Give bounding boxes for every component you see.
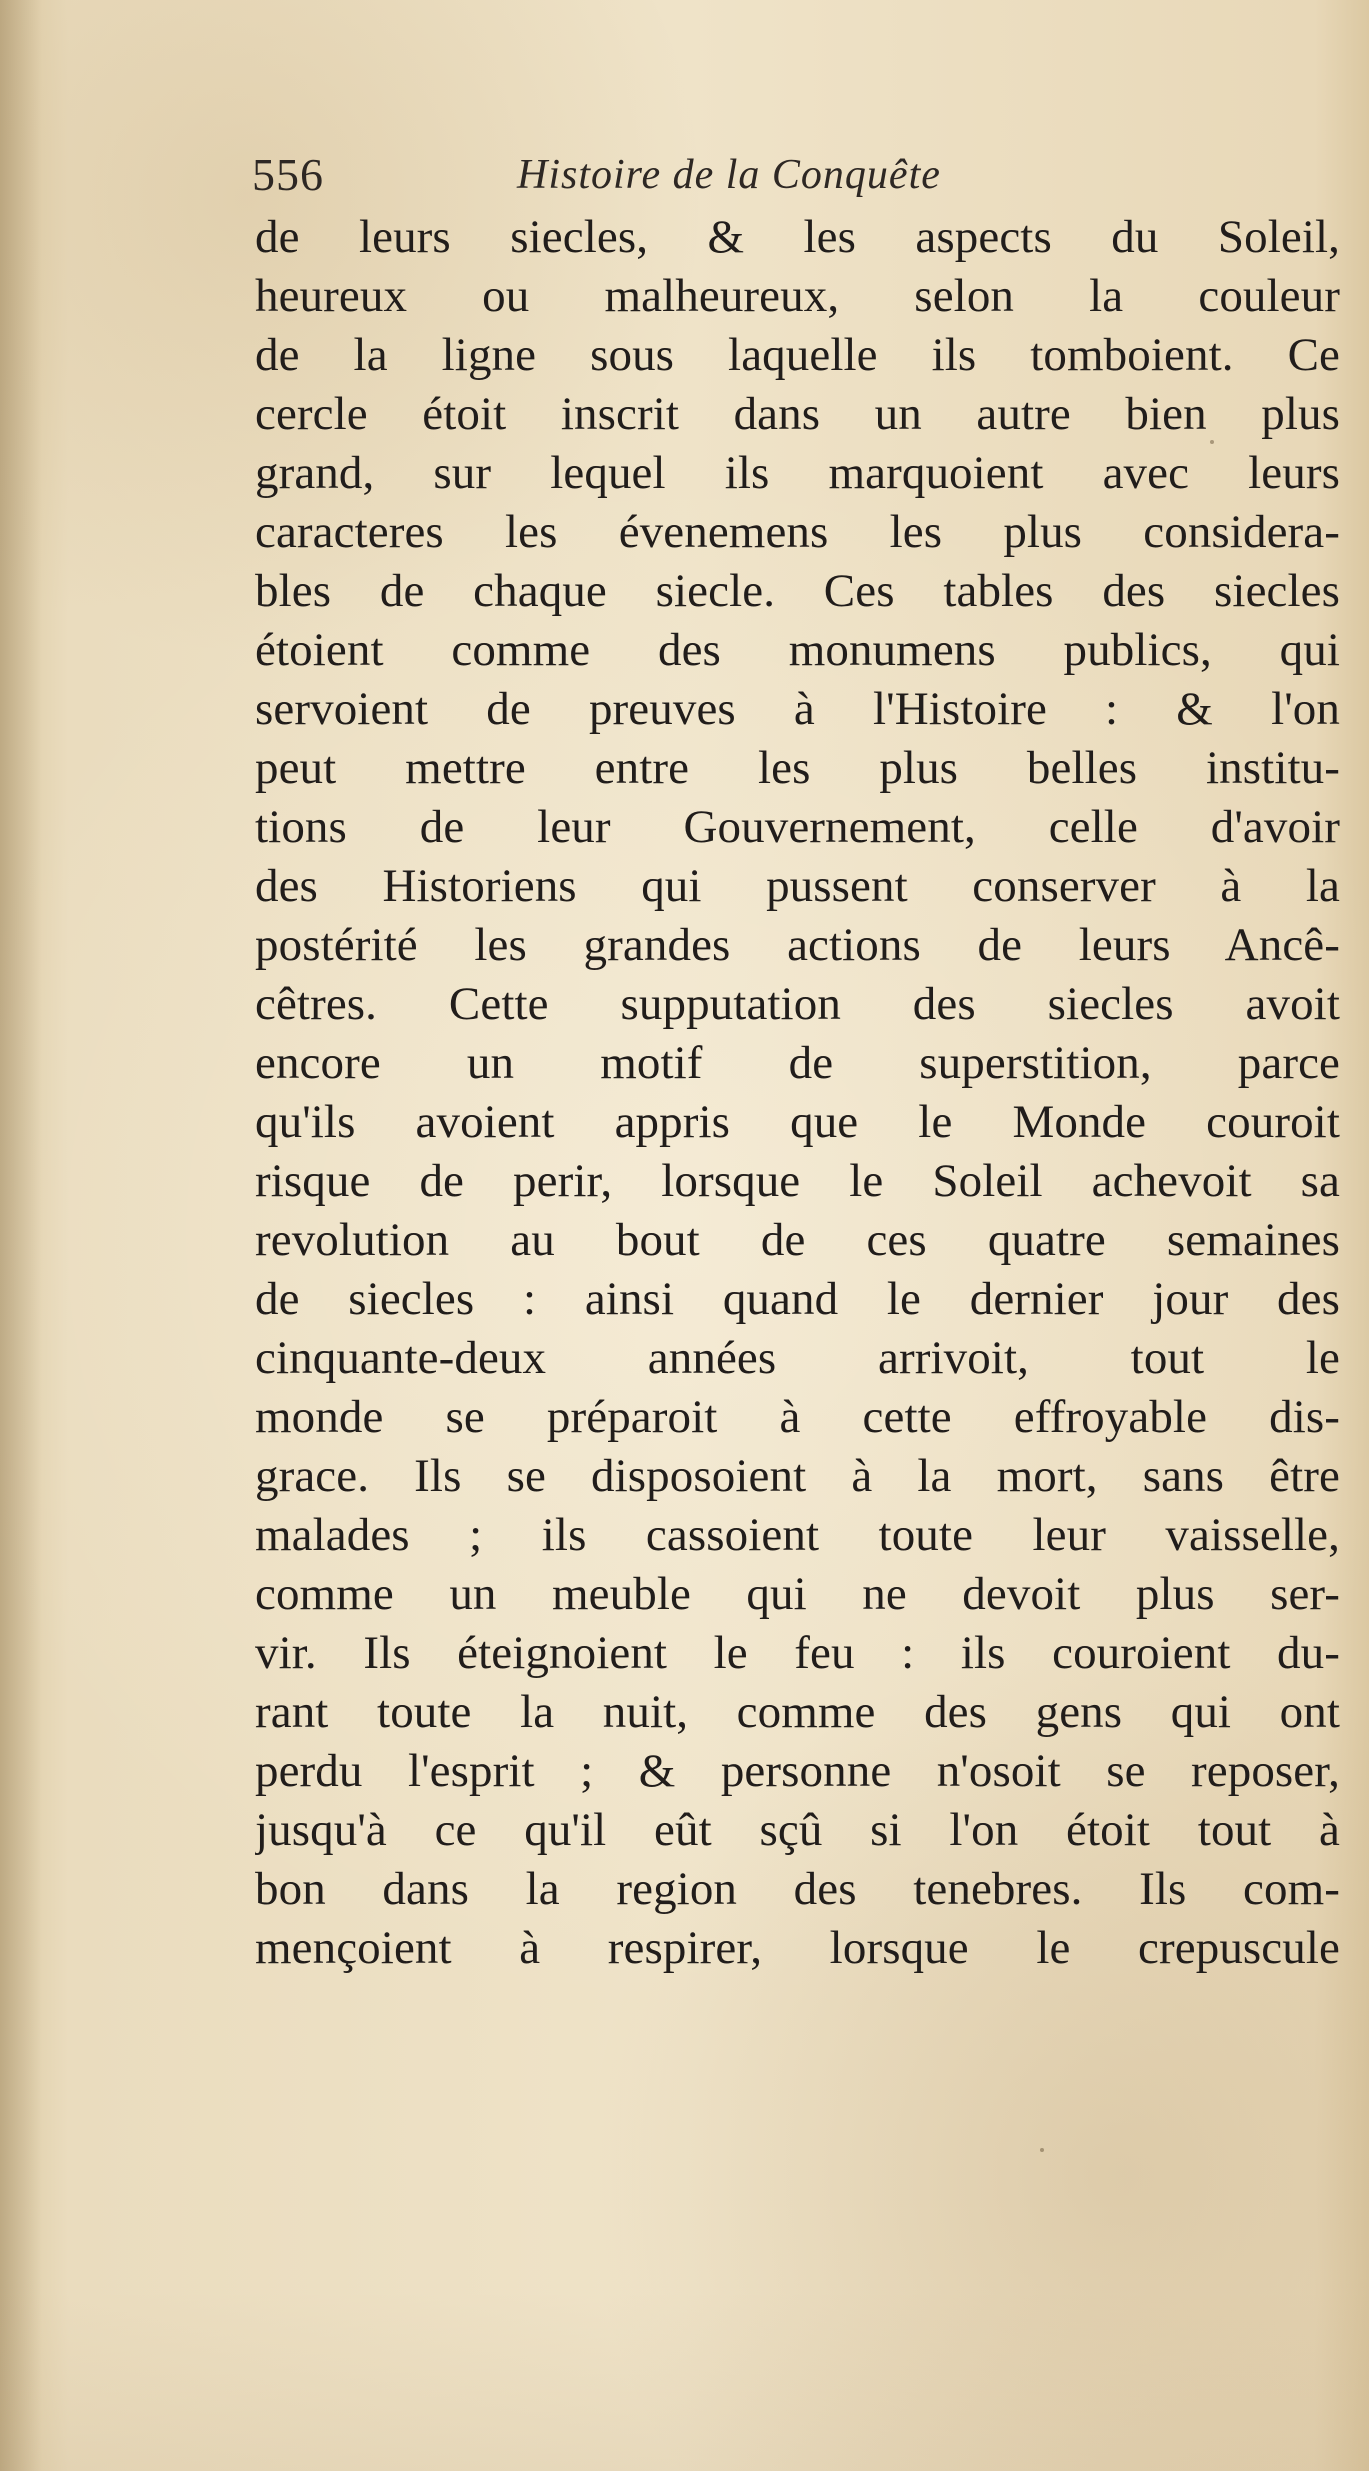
text-line: perdu l'esprit ; & personne n'osoit se reposer, bbox=[255, 1745, 1340, 1797]
page-header bbox=[252, 144, 1202, 206]
text-line: étoient comme des monumens publics, qui bbox=[255, 624, 1340, 676]
text-line: cercle étoit inscrit dans un autre bien plus bbox=[255, 388, 1340, 440]
text-line: cêtres. Cette supputation des siecles avoit bbox=[255, 978, 1340, 1030]
text-line: monde se préparoit à cette effroyable dis- bbox=[255, 1391, 1340, 1443]
text-line: des Historiens qui pussent conserver à la bbox=[255, 860, 1340, 912]
text-line: mençoient à respirer, lorsque le crepuscule bbox=[255, 1922, 1340, 1974]
text-line: de la ligne sous laquelle ils tomboient. Ce bbox=[255, 329, 1340, 381]
text-line: bles de chaque siecle. Ces tables des siecles bbox=[255, 565, 1340, 617]
text-line: revolution au bout de ces quatre semaines bbox=[255, 1214, 1340, 1266]
text-line: risque de perir, lorsque le Soleil achevoit sa bbox=[255, 1155, 1340, 1207]
text-line: caracteres les évenemens les plus considera- bbox=[255, 506, 1340, 558]
text-line: jusqu'à ce qu'il eût sçû si l'on étoit tout à bbox=[255, 1804, 1340, 1856]
gutter-shadow bbox=[0, 0, 42, 2471]
paper-wear bbox=[0, 2291, 1369, 2471]
text-line: grace. Ils se disposoient à la mort, sans être bbox=[255, 1450, 1340, 1502]
paper-speck bbox=[318, 1768, 322, 1772]
text-line: comme un meuble qui ne devoit plus ser- bbox=[255, 1568, 1340, 1620]
body-text bbox=[255, 208, 1340, 2258]
text-line: qu'ils avoient appris que le Monde couroit bbox=[255, 1096, 1340, 1148]
running-title: Histoire de la Conquête bbox=[517, 152, 941, 198]
text-line: de leurs siecles, & les aspects du Soleil, bbox=[255, 211, 1340, 263]
text-line: heureux ou malheureux, selon la couleur bbox=[255, 270, 1340, 322]
text-line: cinquante-deux années arrivoit, tout le bbox=[255, 1332, 1340, 1384]
text-line: vir. Ils éteignoient le feu : ils couroient du- bbox=[255, 1627, 1340, 1679]
paper-speck bbox=[1040, 2148, 1044, 2152]
text-line: encore un motif de superstition, parce bbox=[255, 1037, 1340, 1089]
text-line: servoient de preuves à l'Histoire : & l'on bbox=[255, 683, 1340, 735]
text-line: malades ; ils cassoient toute leur vaisselle, bbox=[255, 1509, 1340, 1561]
text-line: postérité les grandes actions de leurs Ancê- bbox=[255, 919, 1340, 971]
text-line: de siecles : ainsi quand le dernier jour des bbox=[255, 1273, 1340, 1325]
text-line: tions de leur Gouvernement, celle d'avoir bbox=[255, 801, 1340, 853]
page-number: 556 bbox=[252, 149, 324, 200]
text-line: peut mettre entre les plus belles institu- bbox=[255, 742, 1340, 794]
text-line: bon dans la region des tenebres. Ils com- bbox=[255, 1863, 1340, 1915]
text-line: rant toute la nuit, comme des gens qui ont bbox=[255, 1686, 1340, 1738]
text-line: grand, sur lequel ils marquoient avec leurs bbox=[255, 447, 1340, 499]
paper-speck bbox=[1210, 440, 1214, 444]
